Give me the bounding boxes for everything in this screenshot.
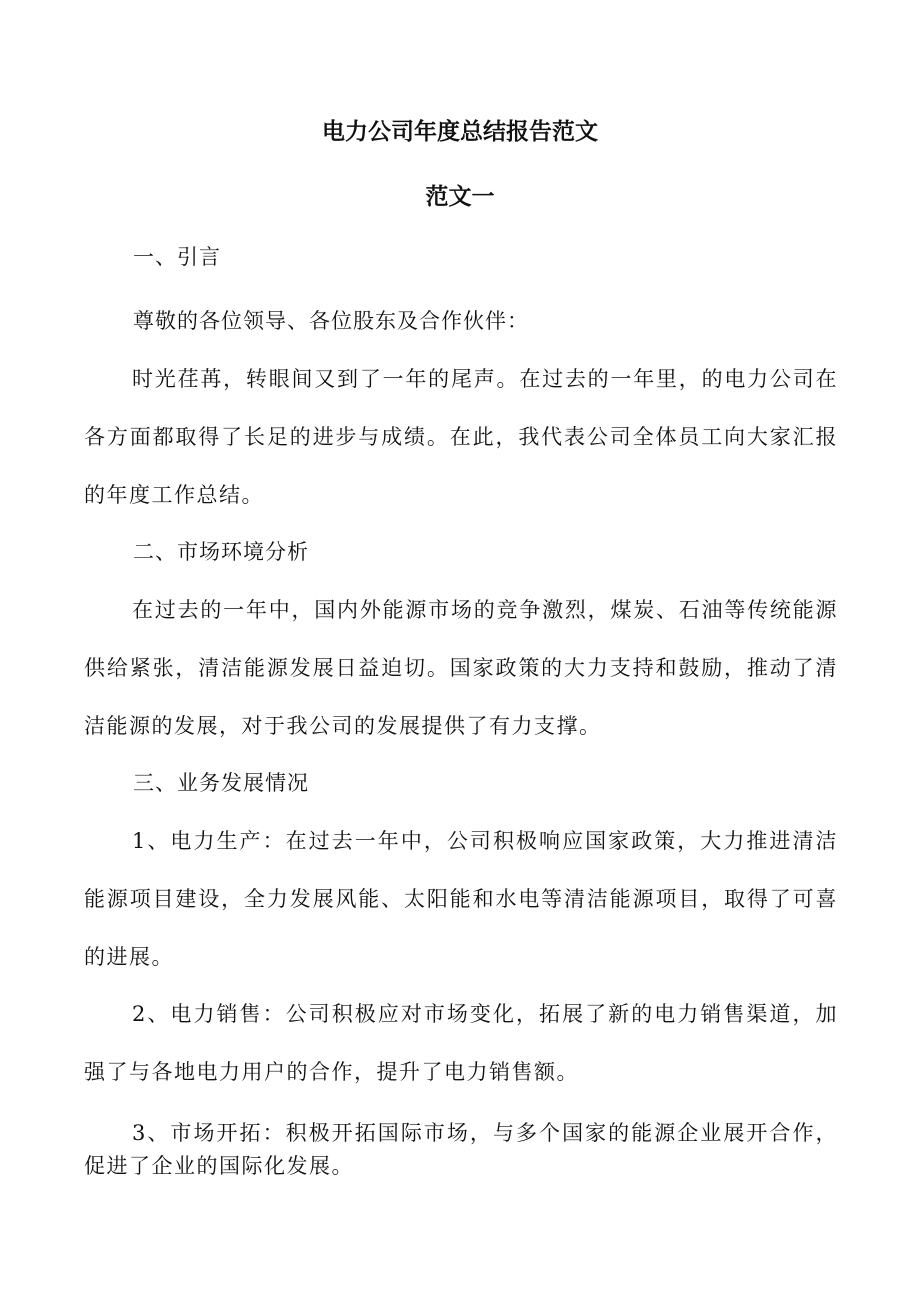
document-subtitle: 范文一 (425, 184, 495, 210)
market-paragraph: 在过去的一年中，国内外能源市场的竞争激烈，煤炭、石油等传统能源供给紧张，清洁能源发展日益迫切。国家政策的大力支持和鼓励，推动了清洁能源的发展，对于我公司的发展提供了有力支撑。 (84, 598, 838, 738)
section-heading-intro: 一、引言 (133, 245, 221, 269)
greeting-line: 尊敬的各位领导、各位股东及合作伙伴： (133, 309, 529, 333)
business-item-1: 1、电力生产：在过去一年中，公司积极响应国家政策，大力推进清洁能源项目建设，全力发展风能、太阳能和水电等清洁能源项目，取得了可喜的进展。 (84, 829, 838, 969)
document-title: 电力公司年度总结报告范文 (322, 119, 598, 145)
section-heading-business: 三、业务发展情况 (133, 771, 309, 795)
intro-paragraph: 时光荏苒，转眼间又到了一年的尾声。在过去的一年里，的电力公司在各方面都取得了长足的进步与成绩。在此，我代表公司全体员工向大家汇报的年度工作总结。 (84, 367, 838, 507)
business-item-2: 2、电力销售：公司积极应对市场变化，拓展了新的电力销售渠道，加强了与各地电力用户的合作，提升了电力销售额。 (84, 1002, 838, 1084)
business-item-3: 3、市场开拓：积极开拓国际市场，与多个国家的能源企业展开合作，促进了企业的国际化发展。 (84, 1121, 838, 1178)
section-heading-market: 二、市场环境分析 (133, 540, 309, 564)
